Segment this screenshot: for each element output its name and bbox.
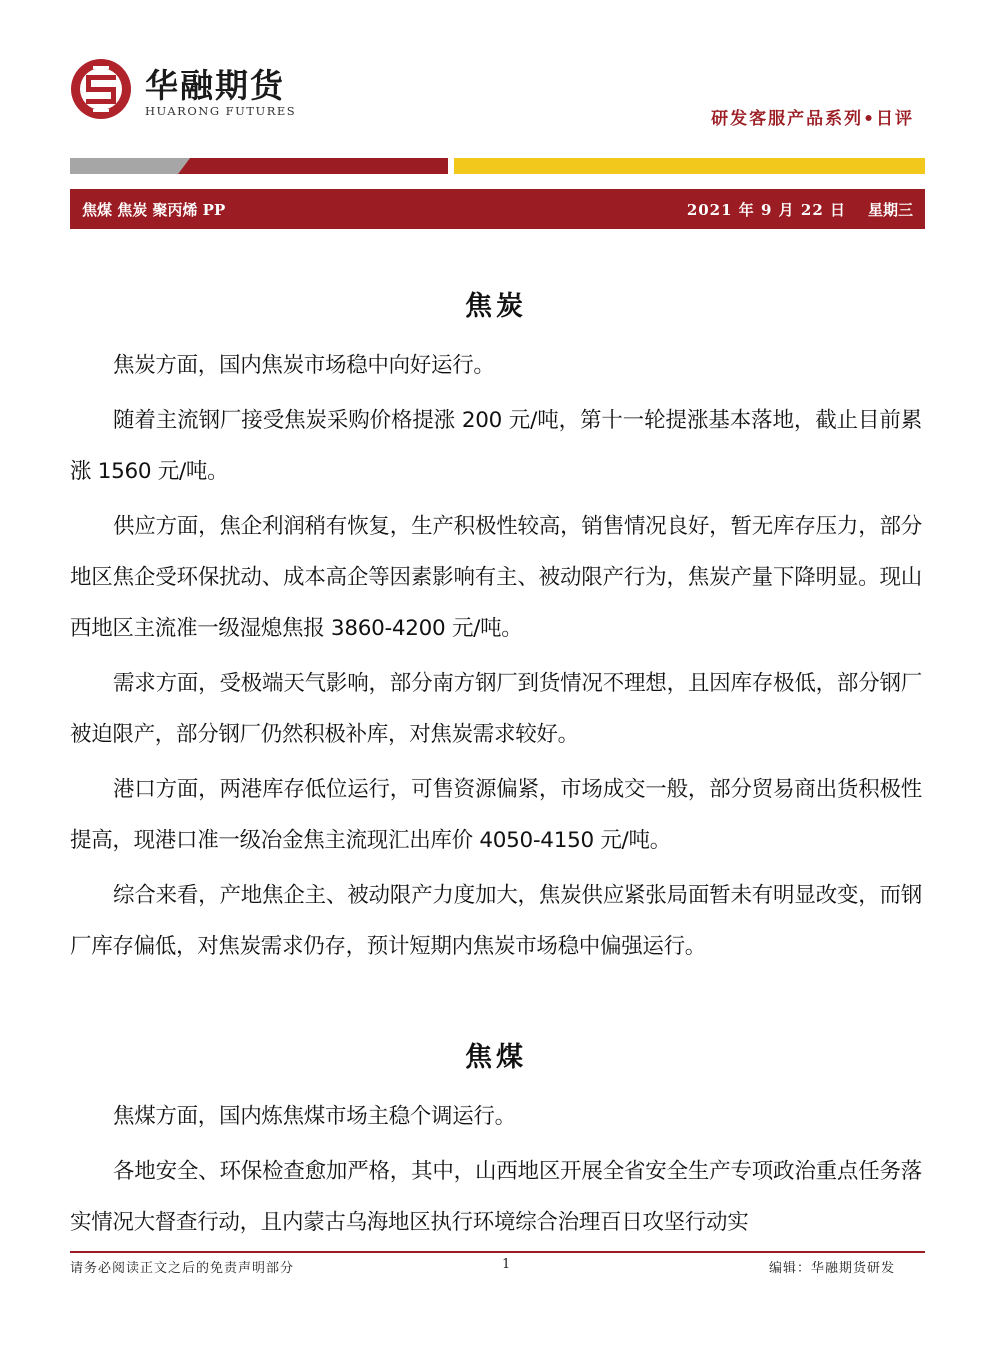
paragraph: 综合来看，产地焦企主、被动限产力度加大，焦炭供应紧张局面暂未有明显改变，而钢厂库存偏低，对焦炭需求仍存，预计短期内焦炭市场稳中偏强运行。 <box>70 883 922 959</box>
paragraph: 供应方面，焦企利润稍有恢复，生产积极性较高，销售情况良好，暂无库存压力，部分地区焦企受环保扰动、成本高企等因素影响有主、被动限产行为，焦炭产量下降明显。现山西地区主流准一级湿熄焦报 3860-4200 元/吨。 <box>70 514 922 641</box>
paragraph: 需求方面，受极端天气影响，部分南方钢厂到货情况不理想，且因库存极低，部分钢厂被迫限产，部分钢厂仍然积极补库，对焦炭需求较好。 <box>70 671 922 747</box>
section-title: 焦煤 <box>465 1042 527 1073</box>
banner-products: 焦煤 焦炭 聚丙烯 PP <box>82 200 226 219</box>
brand-name-cn: 华融期货 <box>145 66 285 105</box>
paragraph: 各地安全、环保检查愈加严格，其中，山西地区开展全省安全生产专项政治重点任务落实情况大督查行动，且内蒙古乌海地区执行环境综合治理百日攻坚行动实 <box>70 1159 922 1235</box>
footer-disclaimer: 请务必阅读正文之后的免责声明部分 <box>70 1261 295 1276</box>
page-footer <box>70 1257 925 1277</box>
footer-editor: 编辑：华融期货研发 <box>768 1261 895 1276</box>
paragraph: 焦煤方面，国内炼焦煤市场主稳个调运行。 <box>113 1104 516 1129</box>
paragraph: 随着主流钢厂接受焦炭采购价格提涨 200 元/吨，第十一轮提涨基本落地，截止目前累涨 1560 元/吨。 <box>70 408 922 484</box>
paragraph: 港口方面，两港库存低位运行，可售资源偏紧，市场成交一般，部分贸易商出货积极性提高，现港口准一级冶金焦主流现汇出库价 4050-4150 元/吨。 <box>70 777 922 853</box>
footer-divider <box>70 1251 925 1253</box>
report-banner <box>70 189 925 229</box>
huarong-logo-icon <box>70 58 132 120</box>
header-stripes <box>70 158 925 174</box>
section-coke <box>70 280 922 972</box>
report-body <box>70 280 922 1252</box>
section-coking-coal <box>70 1031 922 1248</box>
paragraph: 焦炭方面，国内焦炭市场稳中向好运行。 <box>113 353 495 378</box>
section-title: 焦炭 <box>465 291 527 322</box>
page-number: 1 <box>502 1257 511 1272</box>
section-spacer <box>70 976 922 1031</box>
report-series: 研发客服产品系列•日评 <box>711 109 914 129</box>
banner-weekday: 星期三 <box>867 200 913 219</box>
banner-date: 2021 年 9 月 22 日 <box>686 200 846 219</box>
brand-name-en: HUARONG FUTURES <box>145 104 297 118</box>
banner-date-group <box>687 199 913 220</box>
